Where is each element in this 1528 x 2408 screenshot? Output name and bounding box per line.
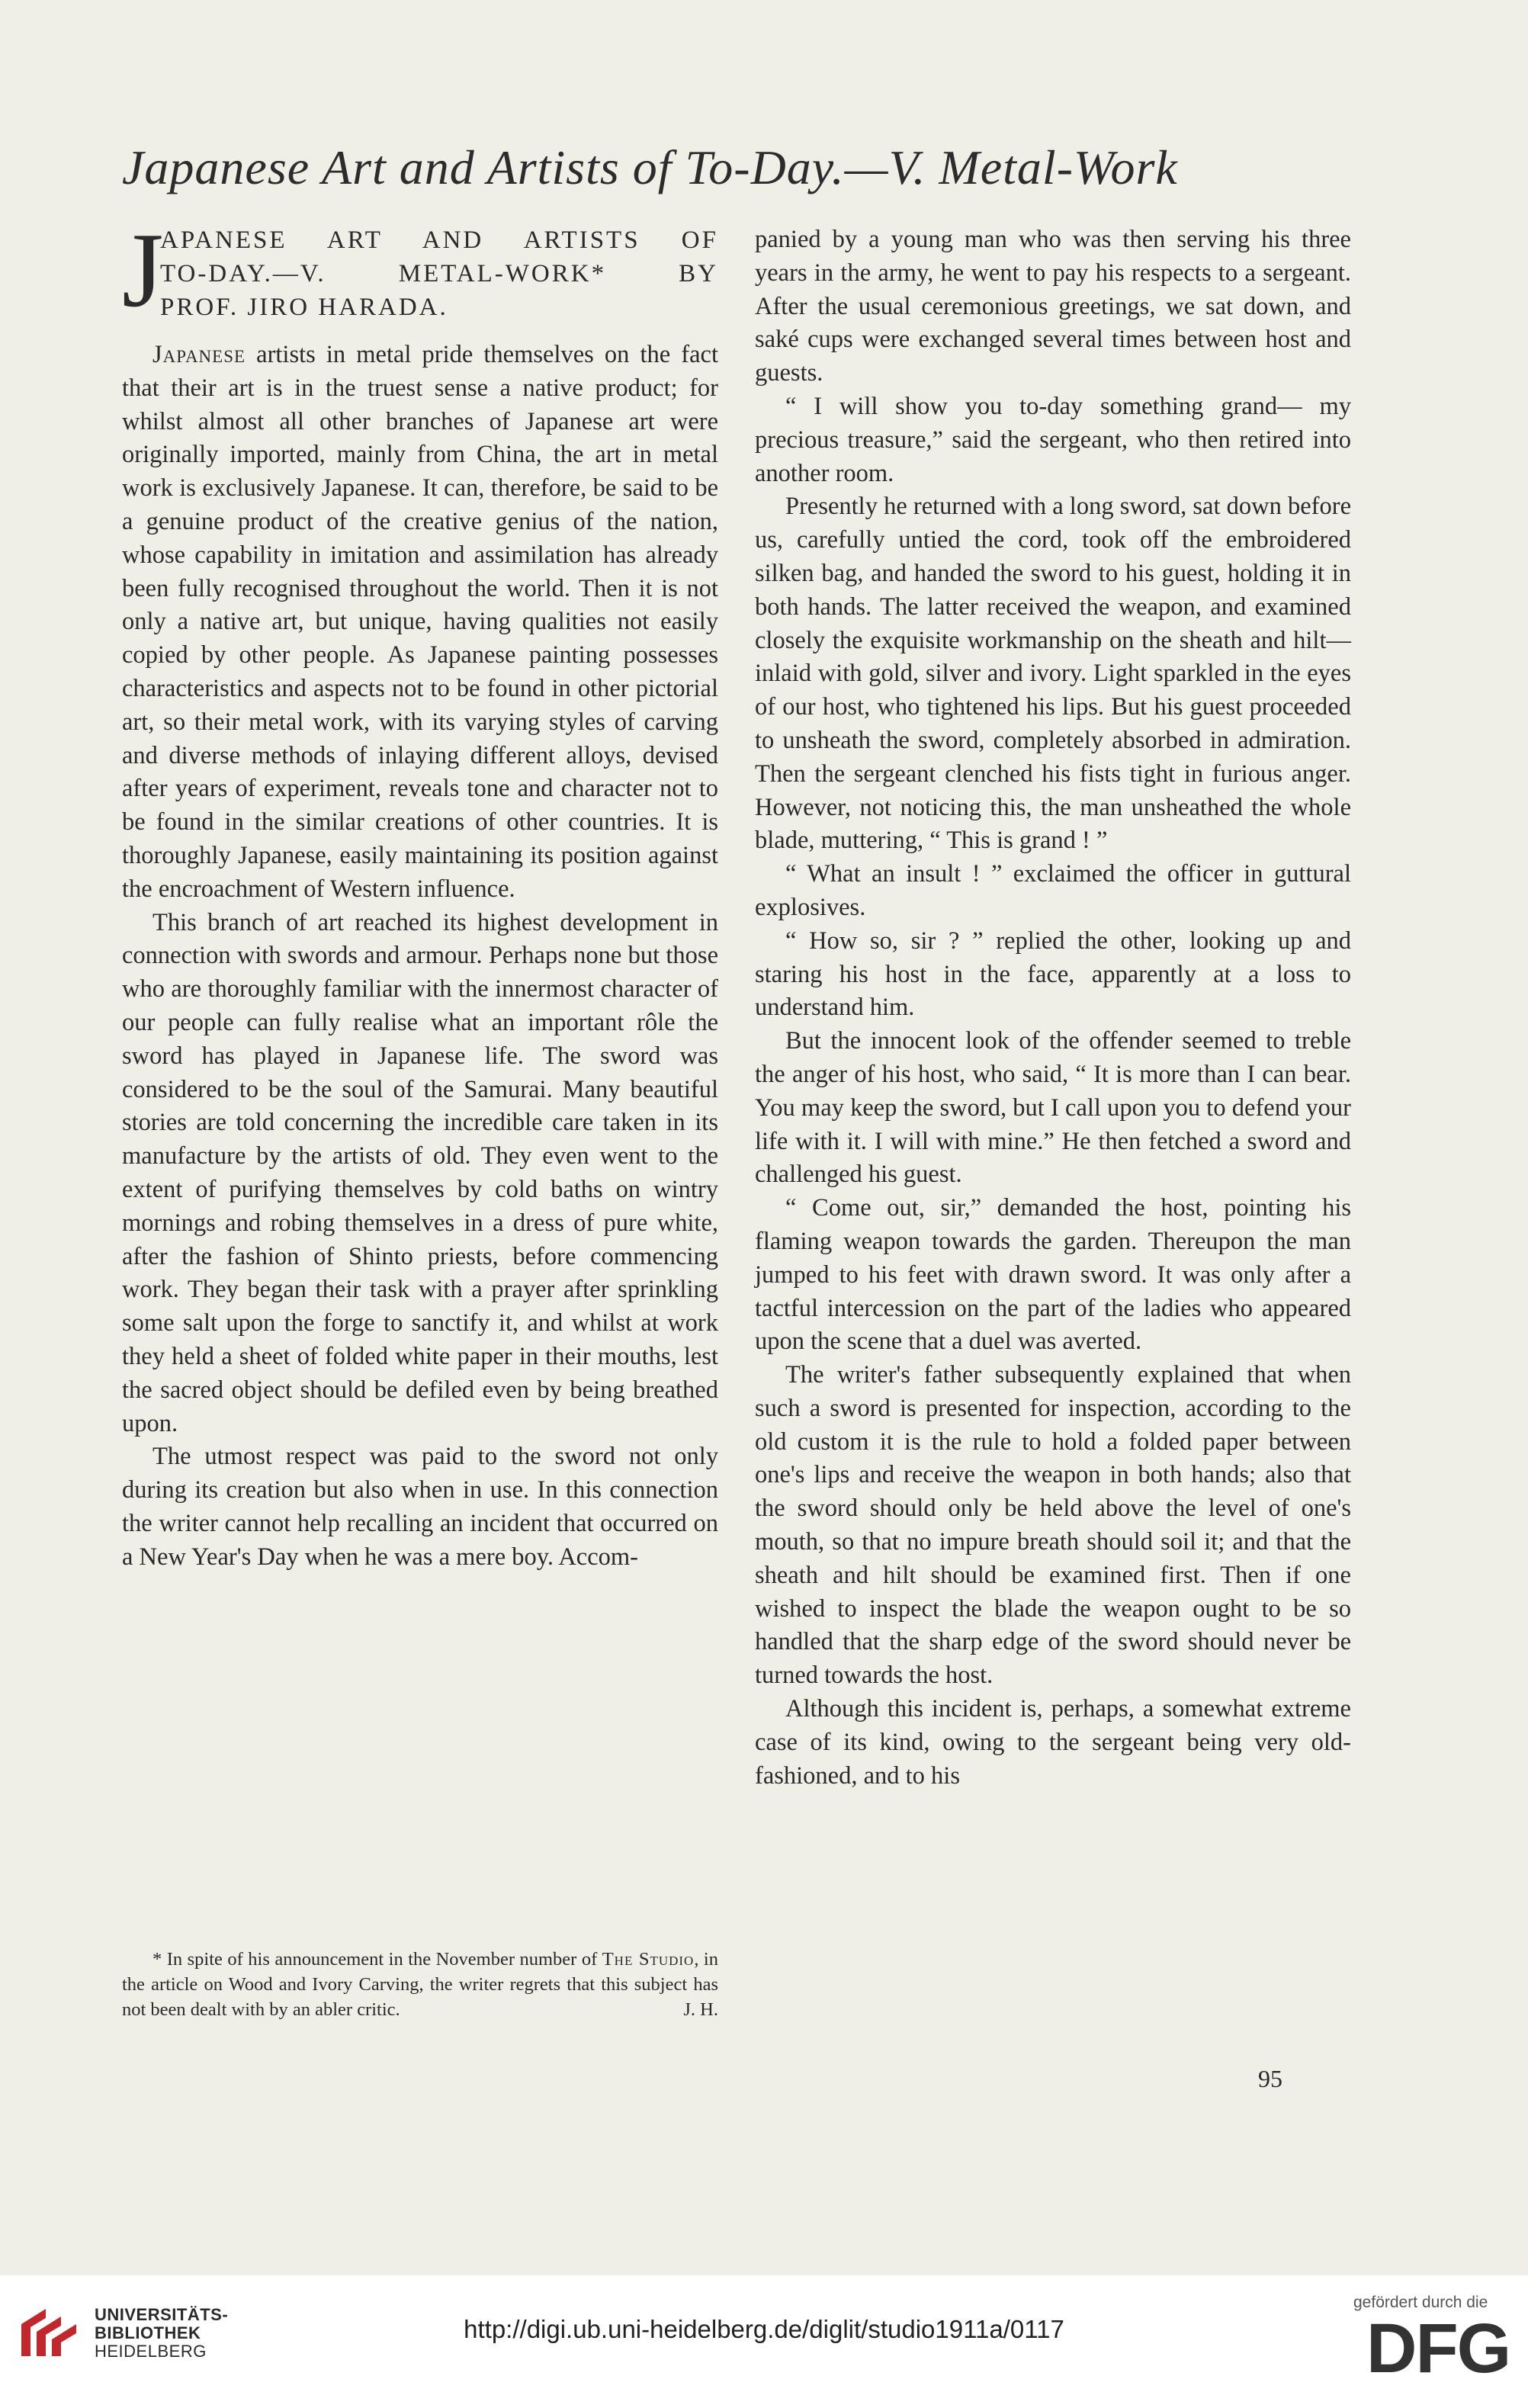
running-title: Japanese Art and Artists of To-Day.—V. Metal-Work	[122, 140, 1178, 194]
paragraph: This branch of art reached its highest development in connection with swords and armour. Perhaps none but those who are thoroughly familiar with the innermost character of our people can fully realise what an important rôle the sword has played in Japanese life. The sword was considered to be the soul of the Samurai. Many beautiful stories are told concerning the incredible care taken in its manufacture by the artists of old. They even went to the extent of purifying themselves by cold baths on wintry mornings and robing themselves in a dress of pure white, after the fashion of Shinto priests, before commencing work. They began their task with a prayer after sprinkling some salt upon the forge to sanctify it, and whilst at work they held a sheet of folded white paper in their mouths, lest the sacred object should be defiled even by being breathed upon.	[122, 908, 718, 1437]
library-name: UNIVERSITÄTS- BIBLIOTHEK HEIDELBERG	[95, 2305, 229, 2361]
paragraph: Presently he returned with a long sword, sat down before us, carefully untied the cord, took off the embroidered silken bag, and handed the sword to his guest, holding it in both hands. The latter received the weapon, and examined closely the exquisite workmanship on the sheath and hilt—inlaid with gold, silver and ivory. Light sparkled in the eyes of our host, who tightened his lips. But his guest proceeded to unsheath the sword, completely absorbed in admiration. Then the sergeant clenched his fists tight in furious anger. However, not noticing this, the man unsheathed the whole blade, muttering, “ This is grand ! ”	[755, 493, 1351, 855]
paragraph	[122, 339, 718, 907]
permalink[interactable]: http://digi.ub.uni-heidelberg.de/diglit/studio1911a/0117	[464, 2315, 1064, 2343]
footnote	[122, 1947, 718, 2022]
paragraph: “ What an insult ! ” exclaimed the officer in guttural explosives.	[755, 860, 1351, 921]
right-column	[755, 223, 1351, 1793]
left-column	[122, 211, 718, 1574]
paragraph-text: artists in metal pride themselves on the fact that their art is in the truest sense a native product; for whilst almost all other branches of Japanese art were originally imported, mainly from China, the art in metal work is exclusively Japanese. It can, therefore, be said to be a genuine product of the creative genius of the nation, whose capability in imitation and assimilation has already been fully recognised throughout the world. Then it is not only a native art, but unique, having qualities not easily copied by other people. As Japanese painting possesses characteristics and aspects not to be found in other pictorial art, so their metal work, with its varying styles of carving and diverse methods of inlaying different alloys, devised after years of experiment, reveals tone and character not to be found in the similar creations of other countries. It is thoroughly Japanese, easily maintaining its position against the encroachment of Western influence.	[122, 341, 718, 903]
footnote-text: * In spite of his announcement in the November number of The Studio, in the article on Wood and Ivory Carving, the writer regrets that this subject has not been dealt with by an abler critic. J. H.	[122, 1947, 718, 2022]
digitization-footer	[0, 2275, 1528, 2408]
paragraph: But the innocent look of the offender seemed to treble the anger of his host, who said, “ It is more than I can bear. You may keep the sword, but I call upon you to defend your life with it. I will with mine.” He then fetched a sword and challenged his guest.	[755, 1027, 1351, 1189]
title-line-2: TO-DAY.—V. METAL-WORK* BY	[160, 260, 718, 287]
dfg-logo: DFG	[1366, 2310, 1510, 2387]
paragraph: “ I will show you to-day something grand— my precious treasure,” said the sergeant, who then retired into another room.	[755, 392, 1351, 487]
paragraph: The utmost respect was paid to the sword not only during its creation but also when in use. In this connection the writer cannot help recalling an incident that occurred on a New Year's Day when he was a mere boy. Accom-	[122, 1443, 718, 1571]
paragraph: “ Come out, sir,” demanded the host, pointing his flaming weapon towards the garden. Thereupon the man jumped to his feet with drawn sword. It was only after a tactful intercession on the part of the ladies who appeared upon the scene that a duel was averted.	[755, 1194, 1351, 1356]
journal-name: The Studio	[602, 1949, 695, 1970]
title-line-3: PROF. JIRO HARADA.	[160, 294, 448, 321]
paragraph: The writer's father subsequently explained that when such a sword is presented for inspection, according to the old custom it is the rule to hold a folded paper between one's lips and receive the weapon in both hands; also that the sword should only be held above the level of one's mouth, so that no impure breath should soil it; and that the sheath and hilt should be examined first. Then if one wished to inspect the blade the weapon ought to be so handled that the sharp edge of the sword should never be turned towards the host.	[755, 1361, 1351, 1690]
funded-by-label: gefördert durch die	[1353, 2294, 1488, 2311]
paragraph-lead: Japanese	[152, 341, 246, 368]
drop-cap: J	[122, 211, 164, 329]
paragraph: Although this incident is, perhaps, a somewhat extreme case of its kind, owing to the sergeant being very old-fashioned, and to his	[755, 1695, 1351, 1790]
footnote-signature: J. H.	[683, 1999, 718, 2020]
title-line-1: APANESE ART AND ARTISTS OF	[160, 226, 718, 254]
article-title	[122, 211, 718, 329]
paragraph: “ How so, sir ? ” replied the other, looking up and staring his host in the face, apparently at a loss to understand him.	[755, 926, 1351, 1022]
paragraph: panied by a young man who was then serving his three years in the army, he went to pay his respects to a sergeant. After the usual ceremonious greetings, we sat down, and saké cups were exchanged several times between host and guests.	[755, 226, 1351, 387]
page-number: 95	[1258, 2065, 1282, 2092]
